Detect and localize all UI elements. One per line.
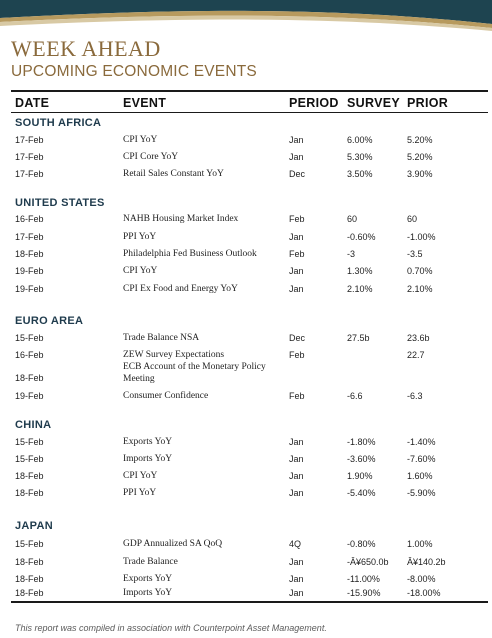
row-period: Jan [289,454,304,464]
row-event: Consumer Confidence [123,391,209,401]
row-event: ZEW Survey Expectations [123,350,225,360]
row-date: 18-Feb [15,574,44,584]
column-header-event: EVENT [123,96,167,110]
row-period: Jan [289,284,304,294]
row-survey: 1.90% [347,471,373,481]
row-survey: 1.30% [347,266,373,276]
row-prior: 22.7 [407,350,425,360]
row-period: Feb [289,214,305,224]
column-header-survey: SURVEY [347,96,400,110]
row-date: 18-Feb [15,557,44,567]
row-event: Imports YoY [123,588,173,598]
row-date: 19-Feb [15,391,44,401]
row-date: 17-Feb [15,152,44,162]
row-prior: 2.10% [407,284,433,294]
row-date: 16-Feb [15,214,44,224]
row-prior: 5.20% [407,135,433,145]
row-survey: -1.80% [347,437,376,447]
row-period: Jan [289,135,304,145]
row-survey: 2.10% [347,284,373,294]
row-prior: 5.20% [407,152,433,162]
column-header-period: PERIOD [289,96,339,110]
row-date: 15-Feb [15,454,44,464]
row-period: Jan [289,557,304,567]
row-prior: 0.70% [407,266,433,276]
row-date: 17-Feb [15,135,44,145]
row-period: Jan [289,437,304,447]
row-event: Exports YoY [123,437,173,447]
row-period: Feb [289,391,305,401]
row-period: Jan [289,471,304,481]
row-event: Trade Balance NSA [123,333,200,343]
row-date: 15-Feb [15,539,44,549]
row-period: Dec [289,333,306,343]
row-survey: -0.80% [347,539,376,549]
row-period: Jan [289,488,304,498]
row-prior: Â¥140.2b [407,557,446,567]
section-china: CHINA [15,419,52,431]
row-event: ECB Account of the Monetary Policy Meeting [123,362,266,384]
row-prior: -1.00% [407,232,436,242]
header-banner [0,0,492,36]
row-survey: -0.60% [347,232,376,242]
row-period: Jan [289,588,304,598]
row-event: GDP Annualized SA QoQ [123,539,223,549]
row-period: Feb [289,249,305,259]
row-date: 19-Feb [15,284,44,294]
page-title: WEEK AHEAD [11,36,161,61]
table-bottom-rule [11,601,488,603]
row-date: 17-Feb [15,232,44,242]
row-date: 16-Feb [15,350,44,360]
row-event: Trade Balance [123,557,178,567]
row-survey: 3.50% [347,169,373,179]
page-subtitle: UPCOMING ECONOMIC EVENTS [11,63,257,80]
row-event: Imports YoY [123,454,173,464]
row-date: 18-Feb [15,373,44,383]
row-event: CPI YoY [123,471,158,481]
row-survey: -6.6 [347,391,363,401]
row-event: Retail Sales Constant YoY [123,169,224,179]
row-period: Jan [289,152,304,162]
row-prior: 3.90% [407,169,433,179]
row-event: CPI Ex Food and Energy YoY [123,284,238,294]
row-prior: -6.3 [407,391,423,401]
section-south-africa: SOUTH AFRICA [15,117,102,129]
row-period: Feb [289,350,305,360]
row-date: 18-Feb [15,488,44,498]
row-date: 15-Feb [15,333,44,343]
row-survey: 60 [347,214,358,224]
row-date: 18-Feb [15,588,44,598]
row-date: 15-Feb [15,437,44,447]
row-survey: 5.30% [347,152,373,162]
row-period: Jan [289,232,304,242]
row-period: Dec [289,169,306,179]
row-survey: -5.40% [347,488,376,498]
row-period: Jan [289,266,304,276]
row-prior: 1.00% [407,539,433,549]
row-date: 19-Feb [15,266,44,276]
row-prior: -7.60% [407,454,436,464]
row-event: Philadelphia Fed Business Outlook [123,249,257,259]
row-survey: -11.00% [347,574,380,584]
row-event: Exports YoY [123,574,173,584]
row-prior: -8.00% [407,574,436,584]
row-event: CPI Core YoY [123,152,179,162]
row-event: PPI YoY [123,488,157,498]
row-prior: -3.5 [407,249,423,259]
row-date: 17-Feb [15,169,44,179]
column-header-prior: PRIOR [407,96,449,110]
table-header-rule [11,112,488,113]
row-event: NAHB Housing Market Index [123,214,239,224]
row-event: PPI YoY [123,232,157,242]
section-united-states: UNITED STATES [15,197,105,209]
row-period: Jan [289,574,304,584]
row-survey: -Â¥650.0b [347,557,389,567]
column-header-date: DATE [15,96,50,110]
row-survey: -3.60% [347,454,376,464]
row-prior: -1.40% [407,437,436,447]
row-date: 18-Feb [15,249,44,259]
section-euro-area: EURO AREA [15,315,84,327]
row-event: CPI YoY [123,135,158,145]
row-period: 4Q [289,539,302,549]
row-prior: -18.00% [407,588,441,598]
section-japan: JAPAN [15,520,53,532]
row-date: 18-Feb [15,471,44,481]
row-prior: 60 [407,214,418,224]
footer-note: This report was compiled in association with Counterpoint Asset Management. [15,623,327,633]
row-survey: 6.00% [347,135,373,145]
row-event: CPI YoY [123,266,158,276]
row-survey: -15.90% [347,588,381,598]
row-survey: -3 [347,249,356,259]
table-top-rule [11,90,488,92]
row-prior: 23.6b [407,333,430,343]
row-prior: 1.60% [407,471,433,481]
row-prior: -5.90% [407,488,436,498]
row-survey: 27.5b [347,333,370,343]
